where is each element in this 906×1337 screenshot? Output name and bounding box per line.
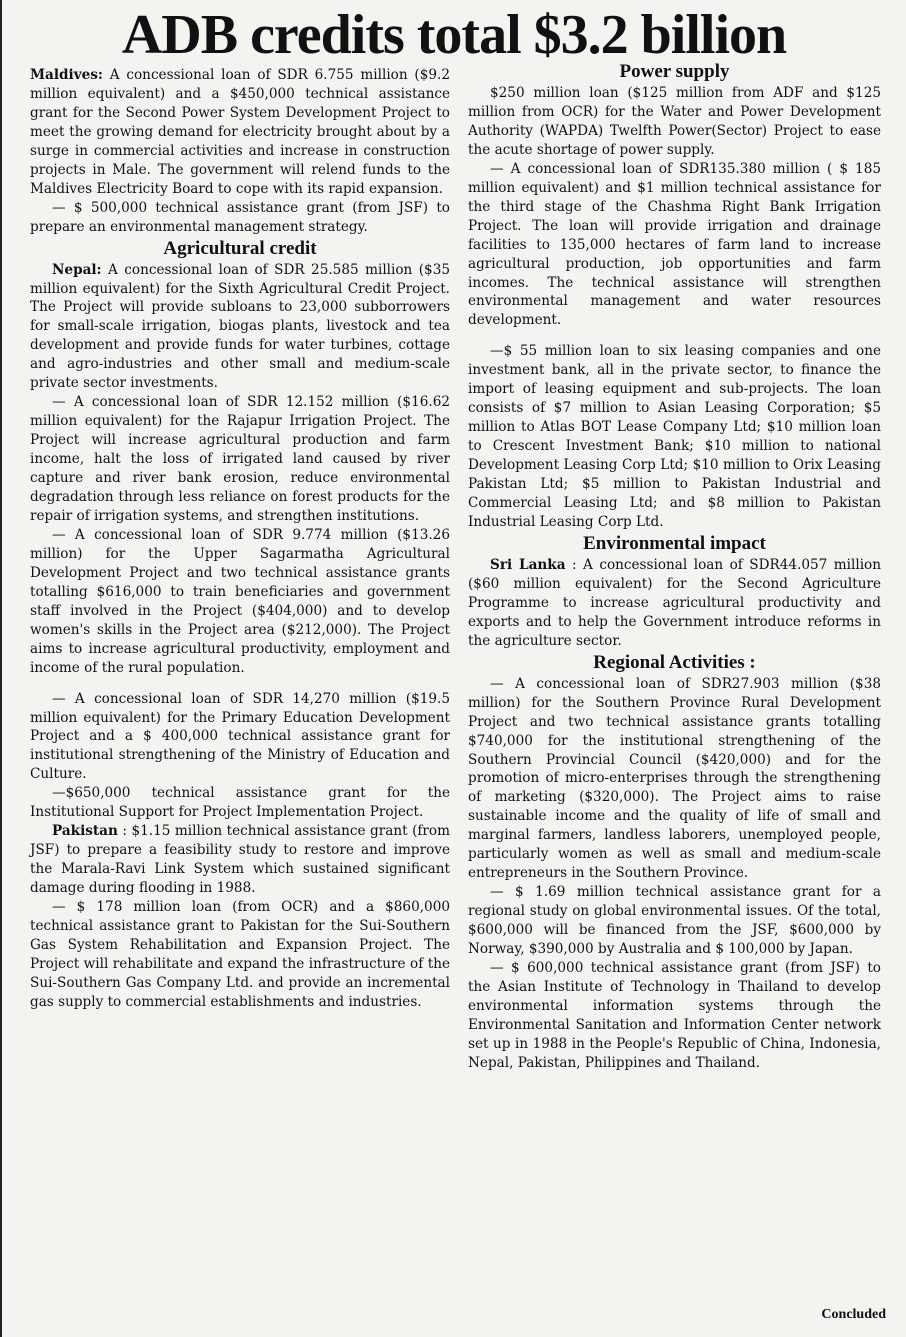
maldives-lead: Maldives: bbox=[30, 67, 103, 83]
pakistan-text: : $1.15 million technical assistance grant (from JSF) to prepare a feasibility study to restore and improve the Marala-Ravi Link System which sustained significant damage during flooding in 1988. bbox=[30, 823, 450, 897]
nepal-paragraph bbox=[30, 261, 450, 394]
right-column bbox=[468, 61, 881, 1073]
nepal-paragraph-4: — A concessional loan of SDR 14,270 million ($19.5 million equivalent) for the Primary Education Development Project and a $ 400,000 technical assistance grant for institutional strengthening of the Ministry of Education and Culture. bbox=[30, 690, 450, 783]
pakistan-paragraph bbox=[30, 822, 450, 898]
srilanka-text: : A concessional loan of SDR44.057 million ($60 million equivalent) for the Second Agriculture Programme to increase agricultural productivity and exports and to help the Government introduce reforms in the agriculture sector. bbox=[468, 556, 881, 649]
maldives-text: A concessional loan of SDR 6.755 million ($9.2 million equivalent) and a $450,000 technical assistance grant for the Second Power System Development Project to meet the growing demand for electricity brought about by a surge in commercial activities and increase in construction projects in Male. The government will relend funds to the Maldives Electricity Board to cope with its rapid expansion. bbox=[30, 67, 450, 197]
power-paragraph: $250 million loan ($125 million from ADF and $125 million from OCR) for the Water and Power Development Authority (WAPDA) Twelfth Power(Sector) Project to ease the acute shortage of power supply. bbox=[468, 85, 881, 158]
regional-paragraph-2: — $ 1.69 million technical assistance grant for a regional study on global environmental issues. Of the total, $600,000 will be financed from the JSF, $600,000 by Norway, $390,000 by Australia and $ 100,000 by Japan. bbox=[468, 884, 881, 958]
regional-paragraph-3: — $ 600,000 technical assistance grant (from JSF) to the Asian Institute of Technology in Thailand to develop environmental information systems through the Environmental Sanitation and Information Center network set up in 1988 in the People's Republic of China, Indonesia, Nepal, Pakistan, Philippines and Thailand. bbox=[468, 959, 881, 1071]
pakistan-paragraph-2: — $ 178 million loan (from OCR) and a $860,000 technical assistance grant to Pakistan for the Sui-Southern Gas System Rehabilitation and Expansion Project. The Project will rehabilitate and expand the infrastructure of the Sui-Southern Gas Company Ltd. and provide an incremental gas supply to commercial establishments and industries. bbox=[30, 899, 450, 1010]
srilanka-paragraph bbox=[468, 556, 881, 651]
power-supply-heading: Power supply bbox=[619, 61, 730, 82]
power-paragraph-2: — A concessional loan of SDR135.380 million ( $ 185 million equivalent) and $1 million technical assistance for the third stage of the Chashma Right Bank Irrigation Project. The loan will provide irrigation and drainage facilities to 135,000 hectares of farm land to increase agricultural production, job opportunities and farm incomes. The technical assistance will strengthen environmental management and water resources development. bbox=[468, 160, 881, 329]
srilanka-lead: Sri Lanka bbox=[490, 556, 566, 573]
nepal-paragraph-5: —$650,000 technical assistance grant for the Institutional Support for Project Implementation Project. bbox=[30, 785, 450, 821]
nepal-text: A concessional loan of SDR 25.585 million ($35 million equivalent) for the Sixth Agricultural Credit Project. The Project will provide subloans to 23,000 subborrowers for small-scale irrigation, biogas plants, livestock and tea development and provide funds for water turbines, cottage and agro-industries and other small and medium-scale private sector investments. bbox=[30, 261, 450, 392]
regional-activities-heading: Regional Activities : bbox=[593, 651, 756, 673]
concluded-label: Concluded bbox=[821, 1307, 886, 1322]
nepal-paragraph-3: — A concessional loan of SDR 9.774 million ($13.26 million) for the Upper Sagarmatha Agricultural Development Project and two technical assistance grants totalling $616,000 to train beneficiaries and government staff involved in the Project ($404,000) and to develop women's skills in the Project area ($212,000). The Project aims to increase agricultural productivity, employment and income of the rural population. bbox=[30, 526, 450, 676]
regional-paragraph: — A concessional loan of SDR27.903 million ($38 million) for the Southern Province Rural Development Project and two technical assistance grants totalling $740,000 for the institutional strengthening of the Southern Provincial Council ($420,000) and for the promotion of micro-enterprises through the strengthening of marketing ($320,000). The Project aims to raise sustainable income and the quality of life of small and marginal farmers, landless laborers, unemployed people, particularly women as well as small and medium-scale entrepreneurs in the Southern Province. bbox=[468, 675, 881, 882]
nepal-lead: Nepal: bbox=[52, 261, 102, 278]
nepal-paragraph-2: — A concessional loan of SDR 12.152 million ($16.62 million equivalent) for the Rajapur Irrigation Project. The Project will increase agricultural production and farm income, halt the loss of irrigated land caused by river capture and river bank erosion, reduce environmental degradation through less reliance on forest products for the repair of irrigation systems, and strengthen institutions. bbox=[30, 394, 450, 524]
headline: ADB credits total $3.2 billion bbox=[121, 4, 787, 66]
maldives-paragraph-2: — $ 500,000 technical assistance grant (from JSF) to prepare an environmental management strategy. bbox=[30, 199, 450, 235]
pakistan-lead: Pakistan bbox=[52, 823, 118, 840]
left-column bbox=[30, 66, 450, 1012]
power-paragraph-3: —$ 55 million loan to six leasing companies and one investment bank, all in the private sector, to finance the import of leasing equipment and sub-projects. The loan consists of $7 million to Asian Leasing Corporation; $5 million to Atlas BOT Lease Company Ltd; $10 million loan to Crescent Investment Bank; $10 million to national Development Leasing Corp Ltd; $10 million to Orix Leasing Pakistan Ltd; $5 million to Pakistan Industrial and Commercial Leasing Ltd; and $8 million to Pakistan Industrial Leasing Corp Ltd. bbox=[468, 343, 881, 530]
maldives-paragraph bbox=[30, 66, 450, 199]
environmental-impact-heading: Environmental impact bbox=[583, 532, 766, 554]
agricultural-credit-heading: Agricultural credit bbox=[163, 237, 317, 259]
